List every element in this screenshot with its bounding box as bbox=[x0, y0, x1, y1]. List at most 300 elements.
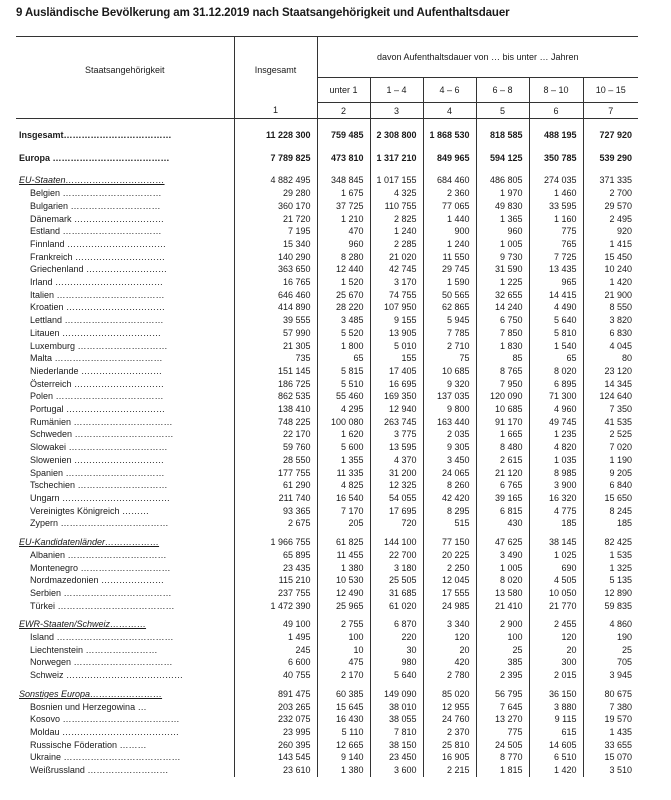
cell-value: 37 725 bbox=[317, 200, 370, 213]
cell-value: 23 610 bbox=[234, 764, 317, 777]
cell-value: 144 100 bbox=[370, 536, 423, 549]
row-label: Griechenland ……………………… bbox=[16, 263, 234, 276]
cell-value: 237 755 bbox=[234, 587, 317, 600]
cell-value: 55 460 bbox=[317, 390, 370, 403]
table-row bbox=[16, 263, 638, 276]
header-column-number: 4 bbox=[423, 103, 476, 119]
cell-value: 190 bbox=[616, 632, 633, 643]
cell-value: 54 055 bbox=[370, 492, 423, 505]
cell-value: 2 615 bbox=[476, 454, 529, 467]
header-duration-group: davon Aufenthaltsdauer von … bis unter … Jahren bbox=[317, 37, 638, 78]
group-row bbox=[16, 536, 638, 549]
cell-value: 775 bbox=[529, 225, 583, 238]
cell-value: 684 460 bbox=[423, 174, 476, 187]
cell-value: 920 bbox=[616, 226, 633, 237]
cell-value: 14 415 bbox=[529, 289, 583, 302]
row-label: Nordmazedonien ………………… bbox=[16, 574, 234, 587]
cell-value: 385 bbox=[476, 656, 529, 669]
table-row bbox=[16, 441, 638, 454]
row-label: Portugal …………………………… bbox=[16, 403, 234, 416]
cell-value: 1 520 bbox=[317, 276, 370, 289]
cell-value: 62 865 bbox=[423, 301, 476, 314]
cell-value: 25 505 bbox=[370, 574, 423, 587]
cell-value: 9 320 bbox=[423, 378, 476, 391]
cell-value: 9 205 bbox=[609, 467, 633, 478]
cell-value: 1 966 755 bbox=[234, 536, 317, 549]
cell-value: 1 005 bbox=[476, 562, 529, 575]
cell-value: 7 170 bbox=[317, 505, 370, 518]
table-row bbox=[16, 517, 638, 530]
row-label: Weißrussland ……………………… bbox=[16, 764, 234, 777]
cell-value: 1 495 bbox=[234, 631, 317, 644]
cell-value: 25 965 bbox=[317, 600, 370, 613]
cell-value: 4 295 bbox=[317, 403, 370, 416]
statistics-table bbox=[16, 36, 638, 777]
cell-value: 15 645 bbox=[317, 701, 370, 714]
table-row bbox=[16, 314, 638, 327]
spacer-row bbox=[16, 119, 638, 130]
cell-value: 186 725 bbox=[234, 378, 317, 391]
cell-value: 5 945 bbox=[423, 314, 476, 327]
table-header bbox=[16, 37, 638, 119]
cell-value: 12 665 bbox=[317, 739, 370, 752]
cell-value: 77 150 bbox=[423, 536, 476, 549]
cell-value: 6 895 bbox=[529, 378, 583, 391]
cell-value: 10 050 bbox=[529, 587, 583, 600]
header-number-blank bbox=[16, 103, 234, 119]
row-label: EU-Staaten…………………………… bbox=[16, 174, 234, 187]
cell-value: 110 755 bbox=[370, 200, 423, 213]
table-row bbox=[16, 238, 638, 251]
cell-value: 25 670 bbox=[317, 289, 370, 302]
row-label: Island ………………………………… bbox=[16, 631, 234, 644]
table-row bbox=[16, 225, 638, 238]
row-label: Ukraine ………………………………… bbox=[16, 751, 234, 764]
row-label: Italien ……………………………… bbox=[16, 289, 234, 302]
cell-value: 8 295 bbox=[423, 505, 476, 518]
table-row bbox=[16, 187, 638, 200]
cell-value: 22 700 bbox=[370, 549, 423, 562]
table-row bbox=[16, 751, 638, 764]
cell-value: 93 365 bbox=[234, 505, 317, 518]
cell-value: 6 840 bbox=[609, 480, 633, 491]
cell-value: 71 300 bbox=[529, 390, 583, 403]
cell-value: 19 570 bbox=[604, 714, 633, 725]
cell-value: 15 070 bbox=[604, 752, 633, 763]
table-row bbox=[16, 669, 638, 682]
cell-value: 149 090 bbox=[370, 688, 423, 701]
cell-value: 42 745 bbox=[370, 263, 423, 276]
header-column-number: 1 bbox=[234, 103, 317, 119]
cell-value: 11 228 300 bbox=[234, 129, 317, 142]
cell-value: 1 317 210 bbox=[370, 152, 423, 165]
cell-value: 3 880 bbox=[529, 701, 583, 714]
table-row bbox=[16, 549, 638, 562]
cell-value: 486 805 bbox=[476, 174, 529, 187]
table-row bbox=[16, 574, 638, 587]
cell-value: 2 755 bbox=[317, 618, 370, 631]
cell-value: 3 170 bbox=[370, 276, 423, 289]
cell-value: 21 900 bbox=[604, 289, 633, 300]
cell-value: 12 045 bbox=[423, 574, 476, 587]
cell-value: 12 490 bbox=[317, 587, 370, 600]
cell-value: 8 985 bbox=[529, 467, 583, 480]
cell-value: 59 835 bbox=[604, 600, 633, 611]
cell-value: 4 860 bbox=[609, 619, 633, 630]
cell-value: 7 020 bbox=[609, 442, 633, 453]
cell-value: 1 240 bbox=[370, 225, 423, 238]
cell-value: 10 530 bbox=[317, 574, 370, 587]
cell-value: 1 535 bbox=[609, 549, 633, 560]
cell-value: 980 bbox=[370, 656, 423, 669]
cell-value: 2 370 bbox=[423, 726, 476, 739]
cell-value: 49 745 bbox=[529, 416, 583, 429]
cell-value: 4 960 bbox=[529, 403, 583, 416]
table-row bbox=[16, 390, 638, 403]
cell-value: 203 265 bbox=[234, 701, 317, 714]
cell-value: 515 bbox=[423, 517, 476, 530]
cell-value: 24 985 bbox=[423, 600, 476, 613]
cell-value: 1 440 bbox=[423, 213, 476, 226]
cell-value: 4 820 bbox=[529, 441, 583, 454]
cell-value: 23 120 bbox=[604, 365, 633, 376]
cell-value: 13 435 bbox=[529, 263, 583, 276]
row-label: EU-Kandidatenländer……………… bbox=[16, 536, 234, 549]
cell-value: 80 675 bbox=[604, 688, 633, 699]
cell-value: 7 810 bbox=[370, 726, 423, 739]
cell-value: 13 580 bbox=[476, 587, 529, 600]
cell-value: 38 010 bbox=[370, 701, 423, 714]
row-label: Lettland …………………………… bbox=[16, 314, 234, 327]
row-label: Belgien …………………………… bbox=[16, 187, 234, 200]
table-row bbox=[16, 562, 638, 575]
row-label: Norwegen …………………………… bbox=[16, 656, 234, 669]
cell-value: 2 170 bbox=[317, 669, 370, 682]
cell-value: 1 365 bbox=[476, 213, 529, 226]
cell-value: 862 535 bbox=[234, 390, 317, 403]
cell-value: 1 355 bbox=[317, 454, 370, 467]
cell-value: 39 555 bbox=[234, 314, 317, 327]
cell-value: 9 800 bbox=[423, 403, 476, 416]
row-label: Dänemark ………………………… bbox=[16, 213, 234, 226]
cell-value: 1 675 bbox=[317, 187, 370, 200]
cell-value: 2 035 bbox=[423, 428, 476, 441]
cell-value: 1 420 bbox=[609, 277, 633, 288]
table-row bbox=[16, 365, 638, 378]
cell-value: 965 bbox=[529, 276, 583, 289]
cell-value: 41 535 bbox=[604, 416, 633, 427]
cell-value: 7 195 bbox=[234, 225, 317, 238]
cell-value: 11 335 bbox=[317, 467, 370, 480]
cell-value: 2 015 bbox=[529, 669, 583, 682]
table-row bbox=[16, 492, 638, 505]
cell-value: 4 825 bbox=[317, 479, 370, 492]
cell-value: 15 340 bbox=[234, 238, 317, 251]
cell-value: 2 525 bbox=[609, 429, 633, 440]
cell-value: 33 655 bbox=[604, 739, 633, 750]
cell-value: 7 725 bbox=[529, 251, 583, 264]
cell-value: 9 155 bbox=[370, 314, 423, 327]
cell-value: 17 405 bbox=[370, 365, 423, 378]
table-body bbox=[16, 119, 638, 777]
total-row bbox=[16, 152, 638, 165]
cell-value: 4 775 bbox=[529, 505, 583, 518]
cell-value: 8 245 bbox=[609, 505, 633, 516]
cell-value: 7 950 bbox=[476, 378, 529, 391]
cell-value: 1 035 bbox=[529, 454, 583, 467]
cell-value: 16 905 bbox=[423, 751, 476, 764]
cell-value: 8 020 bbox=[529, 365, 583, 378]
cell-value: 56 795 bbox=[476, 688, 529, 701]
header-column-number: 3 bbox=[370, 103, 423, 119]
cell-value: 488 195 bbox=[529, 129, 583, 142]
cell-value: 151 145 bbox=[234, 365, 317, 378]
cell-value: 20 bbox=[423, 644, 476, 657]
cell-value: 1 017 155 bbox=[370, 174, 423, 187]
cell-value: 4 490 bbox=[529, 301, 583, 314]
cell-value: 960 bbox=[476, 225, 529, 238]
cell-value: 7 850 bbox=[476, 327, 529, 340]
cell-value: 24 505 bbox=[476, 739, 529, 752]
cell-value: 74 755 bbox=[370, 289, 423, 302]
header-statehood: Staatsangehörigkeit bbox=[16, 37, 234, 103]
cell-value: 9 730 bbox=[476, 251, 529, 264]
cell-value: 4 370 bbox=[370, 454, 423, 467]
cell-value: 28 220 bbox=[317, 301, 370, 314]
table-row bbox=[16, 428, 638, 441]
cell-value: 1 240 bbox=[423, 238, 476, 251]
cell-value: 245 bbox=[234, 644, 317, 657]
cell-value: 47 625 bbox=[476, 536, 529, 549]
cell-value: 2 455 bbox=[529, 618, 583, 631]
cell-value: 1 235 bbox=[529, 428, 583, 441]
cell-value: 11 455 bbox=[317, 549, 370, 562]
table-row bbox=[16, 289, 638, 302]
cell-value: 420 bbox=[423, 656, 476, 669]
cell-value: 1 225 bbox=[476, 276, 529, 289]
cell-value: 23 450 bbox=[370, 751, 423, 764]
cell-value: 960 bbox=[317, 238, 370, 251]
row-label: Malta ……………………………… bbox=[16, 352, 234, 365]
cell-value: 65 895 bbox=[234, 549, 317, 562]
cell-value: 29 570 bbox=[604, 200, 633, 211]
cell-value: 42 420 bbox=[423, 492, 476, 505]
cell-value: 3 485 bbox=[317, 314, 370, 327]
cell-value: 85 bbox=[476, 352, 529, 365]
cell-value: 163 440 bbox=[423, 416, 476, 429]
cell-value: 38 055 bbox=[370, 713, 423, 726]
cell-value: 7 785 bbox=[423, 327, 476, 340]
cell-value: 3 900 bbox=[529, 479, 583, 492]
row-label: Sonstiges Europa…………………… bbox=[16, 688, 234, 701]
row-label: Österreich ………………………… bbox=[16, 378, 234, 391]
row-label: Slowakei …………………………… bbox=[16, 441, 234, 454]
cell-value: 23 435 bbox=[234, 562, 317, 575]
cell-value: 8 260 bbox=[423, 479, 476, 492]
row-label: Ungarn ……………………………… bbox=[16, 492, 234, 505]
cell-value: 1 210 bbox=[317, 213, 370, 226]
cell-value: 2 495 bbox=[609, 213, 633, 224]
cell-value: 205 bbox=[317, 517, 370, 530]
cell-value: 65 bbox=[529, 352, 583, 365]
cell-value: 13 270 bbox=[476, 713, 529, 726]
cell-value: 1 435 bbox=[609, 726, 633, 737]
cell-value: 169 350 bbox=[370, 390, 423, 403]
cell-value: 61 290 bbox=[234, 479, 317, 492]
row-label: Zypern ……………………………… bbox=[16, 517, 234, 530]
row-label: Slowenien ………………………… bbox=[16, 454, 234, 467]
cell-value: 3 510 bbox=[609, 765, 633, 776]
cell-value: 12 325 bbox=[370, 479, 423, 492]
spacer-row bbox=[16, 142, 638, 152]
cell-value: 17 555 bbox=[423, 587, 476, 600]
table-row bbox=[16, 479, 638, 492]
row-label: Niederlande ……………………… bbox=[16, 365, 234, 378]
cell-value: 25 bbox=[476, 644, 529, 657]
cell-value: 30 bbox=[370, 644, 423, 657]
table-row bbox=[16, 701, 638, 714]
cell-value: 3 340 bbox=[423, 618, 476, 631]
cell-value: 9 305 bbox=[423, 441, 476, 454]
row-label: Türkei ………………………………… bbox=[16, 600, 234, 613]
header-column-number: 6 bbox=[529, 103, 583, 119]
row-label: Kroatien …………………………… bbox=[16, 301, 234, 314]
cell-value: 24 760 bbox=[423, 713, 476, 726]
cell-value: 1 868 530 bbox=[423, 129, 476, 142]
cell-value: 8 765 bbox=[476, 365, 529, 378]
row-label: Schweden …………………………… bbox=[16, 428, 234, 441]
cell-value: 15 650 bbox=[604, 492, 633, 503]
cell-value: 16 320 bbox=[529, 492, 583, 505]
cell-value: 3 490 bbox=[476, 549, 529, 562]
header-column-number: 5 bbox=[476, 103, 529, 119]
cell-value: 6 870 bbox=[370, 618, 423, 631]
row-label: Kosovo ………………………………… bbox=[16, 713, 234, 726]
cell-value: 705 bbox=[616, 657, 633, 668]
row-label: Europa ………………………………… bbox=[16, 152, 234, 165]
cell-value: 100 bbox=[476, 631, 529, 644]
row-label: Estland …………………………… bbox=[16, 225, 234, 238]
cell-value: 32 655 bbox=[476, 289, 529, 302]
table-row bbox=[16, 327, 638, 340]
cell-value: 31 200 bbox=[370, 467, 423, 480]
cell-value: 1 970 bbox=[476, 187, 529, 200]
cell-value: 38 145 bbox=[529, 536, 583, 549]
cell-value: 20 225 bbox=[423, 549, 476, 562]
cell-value: 143 545 bbox=[234, 751, 317, 764]
cell-value: 137 035 bbox=[423, 390, 476, 403]
cell-value: 232 075 bbox=[234, 713, 317, 726]
cell-value: 300 bbox=[529, 656, 583, 669]
table-row bbox=[16, 726, 638, 739]
table-row bbox=[16, 403, 638, 416]
cell-value: 849 965 bbox=[423, 152, 476, 165]
cell-value: 75 bbox=[423, 352, 476, 365]
cell-value: 2 308 800 bbox=[370, 129, 423, 142]
cell-value: 16 430 bbox=[317, 713, 370, 726]
cell-value: 33 595 bbox=[529, 200, 583, 213]
cell-value: 274 035 bbox=[529, 174, 583, 187]
cell-value: 21 770 bbox=[529, 600, 583, 613]
cell-value: 120 bbox=[529, 631, 583, 644]
cell-value: 14 240 bbox=[476, 301, 529, 314]
cell-value: 470 bbox=[317, 225, 370, 238]
cell-value: 10 bbox=[317, 644, 370, 657]
cell-value: 120 090 bbox=[476, 390, 529, 403]
cell-value: 5 520 bbox=[317, 327, 370, 340]
group-row bbox=[16, 688, 638, 701]
cell-value: 11 550 bbox=[423, 251, 476, 264]
table-row bbox=[16, 600, 638, 613]
cell-value: 5 640 bbox=[370, 669, 423, 682]
cell-value: 1 460 bbox=[529, 187, 583, 200]
cell-value: 263 745 bbox=[370, 416, 423, 429]
cell-value: 475 bbox=[317, 656, 370, 669]
cell-value: 211 740 bbox=[234, 492, 317, 505]
cell-value: 21 305 bbox=[234, 340, 317, 353]
cell-value: 8 480 bbox=[476, 441, 529, 454]
cell-value: 594 125 bbox=[476, 152, 529, 165]
cell-value: 12 940 bbox=[370, 403, 423, 416]
cell-value: 765 bbox=[529, 238, 583, 251]
cell-value: 115 210 bbox=[234, 574, 317, 587]
cell-value: 59 760 bbox=[234, 441, 317, 454]
header-column-number: 7 bbox=[583, 103, 638, 119]
cell-value: 6 765 bbox=[476, 479, 529, 492]
header-subcolumn: 1 – 4 bbox=[370, 78, 423, 103]
cell-value: 120 bbox=[423, 631, 476, 644]
cell-value: 21 720 bbox=[234, 213, 317, 226]
row-label: Russische Föderation ……… bbox=[16, 739, 234, 752]
row-label: Finnland …………………………… bbox=[16, 238, 234, 251]
cell-value: 1 800 bbox=[317, 340, 370, 353]
table-row bbox=[16, 340, 638, 353]
cell-value: 5 110 bbox=[317, 726, 370, 739]
cell-value: 12 890 bbox=[604, 587, 633, 598]
table-row bbox=[16, 467, 638, 480]
cell-value: 107 950 bbox=[370, 301, 423, 314]
cell-value: 3 180 bbox=[370, 562, 423, 575]
row-label: EWR-Staaten/Schweiz………… bbox=[16, 618, 234, 631]
cell-value: 3 945 bbox=[609, 670, 633, 681]
cell-value: 6 600 bbox=[234, 656, 317, 669]
cell-value: 40 755 bbox=[234, 669, 317, 682]
cell-value: 2 710 bbox=[423, 340, 476, 353]
cell-value: 615 bbox=[529, 726, 583, 739]
cell-value: 1 540 bbox=[529, 340, 583, 353]
cell-value: 5 510 bbox=[317, 378, 370, 391]
cell-value: 4 882 495 bbox=[234, 174, 317, 187]
row-label: Schweiz ………………………………… bbox=[16, 669, 234, 682]
cell-value: 775 bbox=[476, 726, 529, 739]
header-subcolumn: 10 – 15 bbox=[583, 78, 638, 103]
cell-value: 49 100 bbox=[234, 618, 317, 631]
cell-value: 8 280 bbox=[317, 251, 370, 264]
cell-value: 8 550 bbox=[609, 302, 633, 313]
cell-value: 61 825 bbox=[317, 536, 370, 549]
cell-value: 25 bbox=[622, 644, 633, 655]
table-row bbox=[16, 213, 638, 226]
cell-value: 1 830 bbox=[476, 340, 529, 353]
cell-value: 138 410 bbox=[234, 403, 317, 416]
table-row bbox=[16, 764, 638, 777]
cell-value: 1 025 bbox=[529, 549, 583, 562]
row-label: Serbien ……………………………… bbox=[16, 587, 234, 600]
table-row bbox=[16, 656, 638, 669]
cell-value: 31 685 bbox=[370, 587, 423, 600]
cell-value: 5 600 bbox=[317, 441, 370, 454]
table-row bbox=[16, 587, 638, 600]
